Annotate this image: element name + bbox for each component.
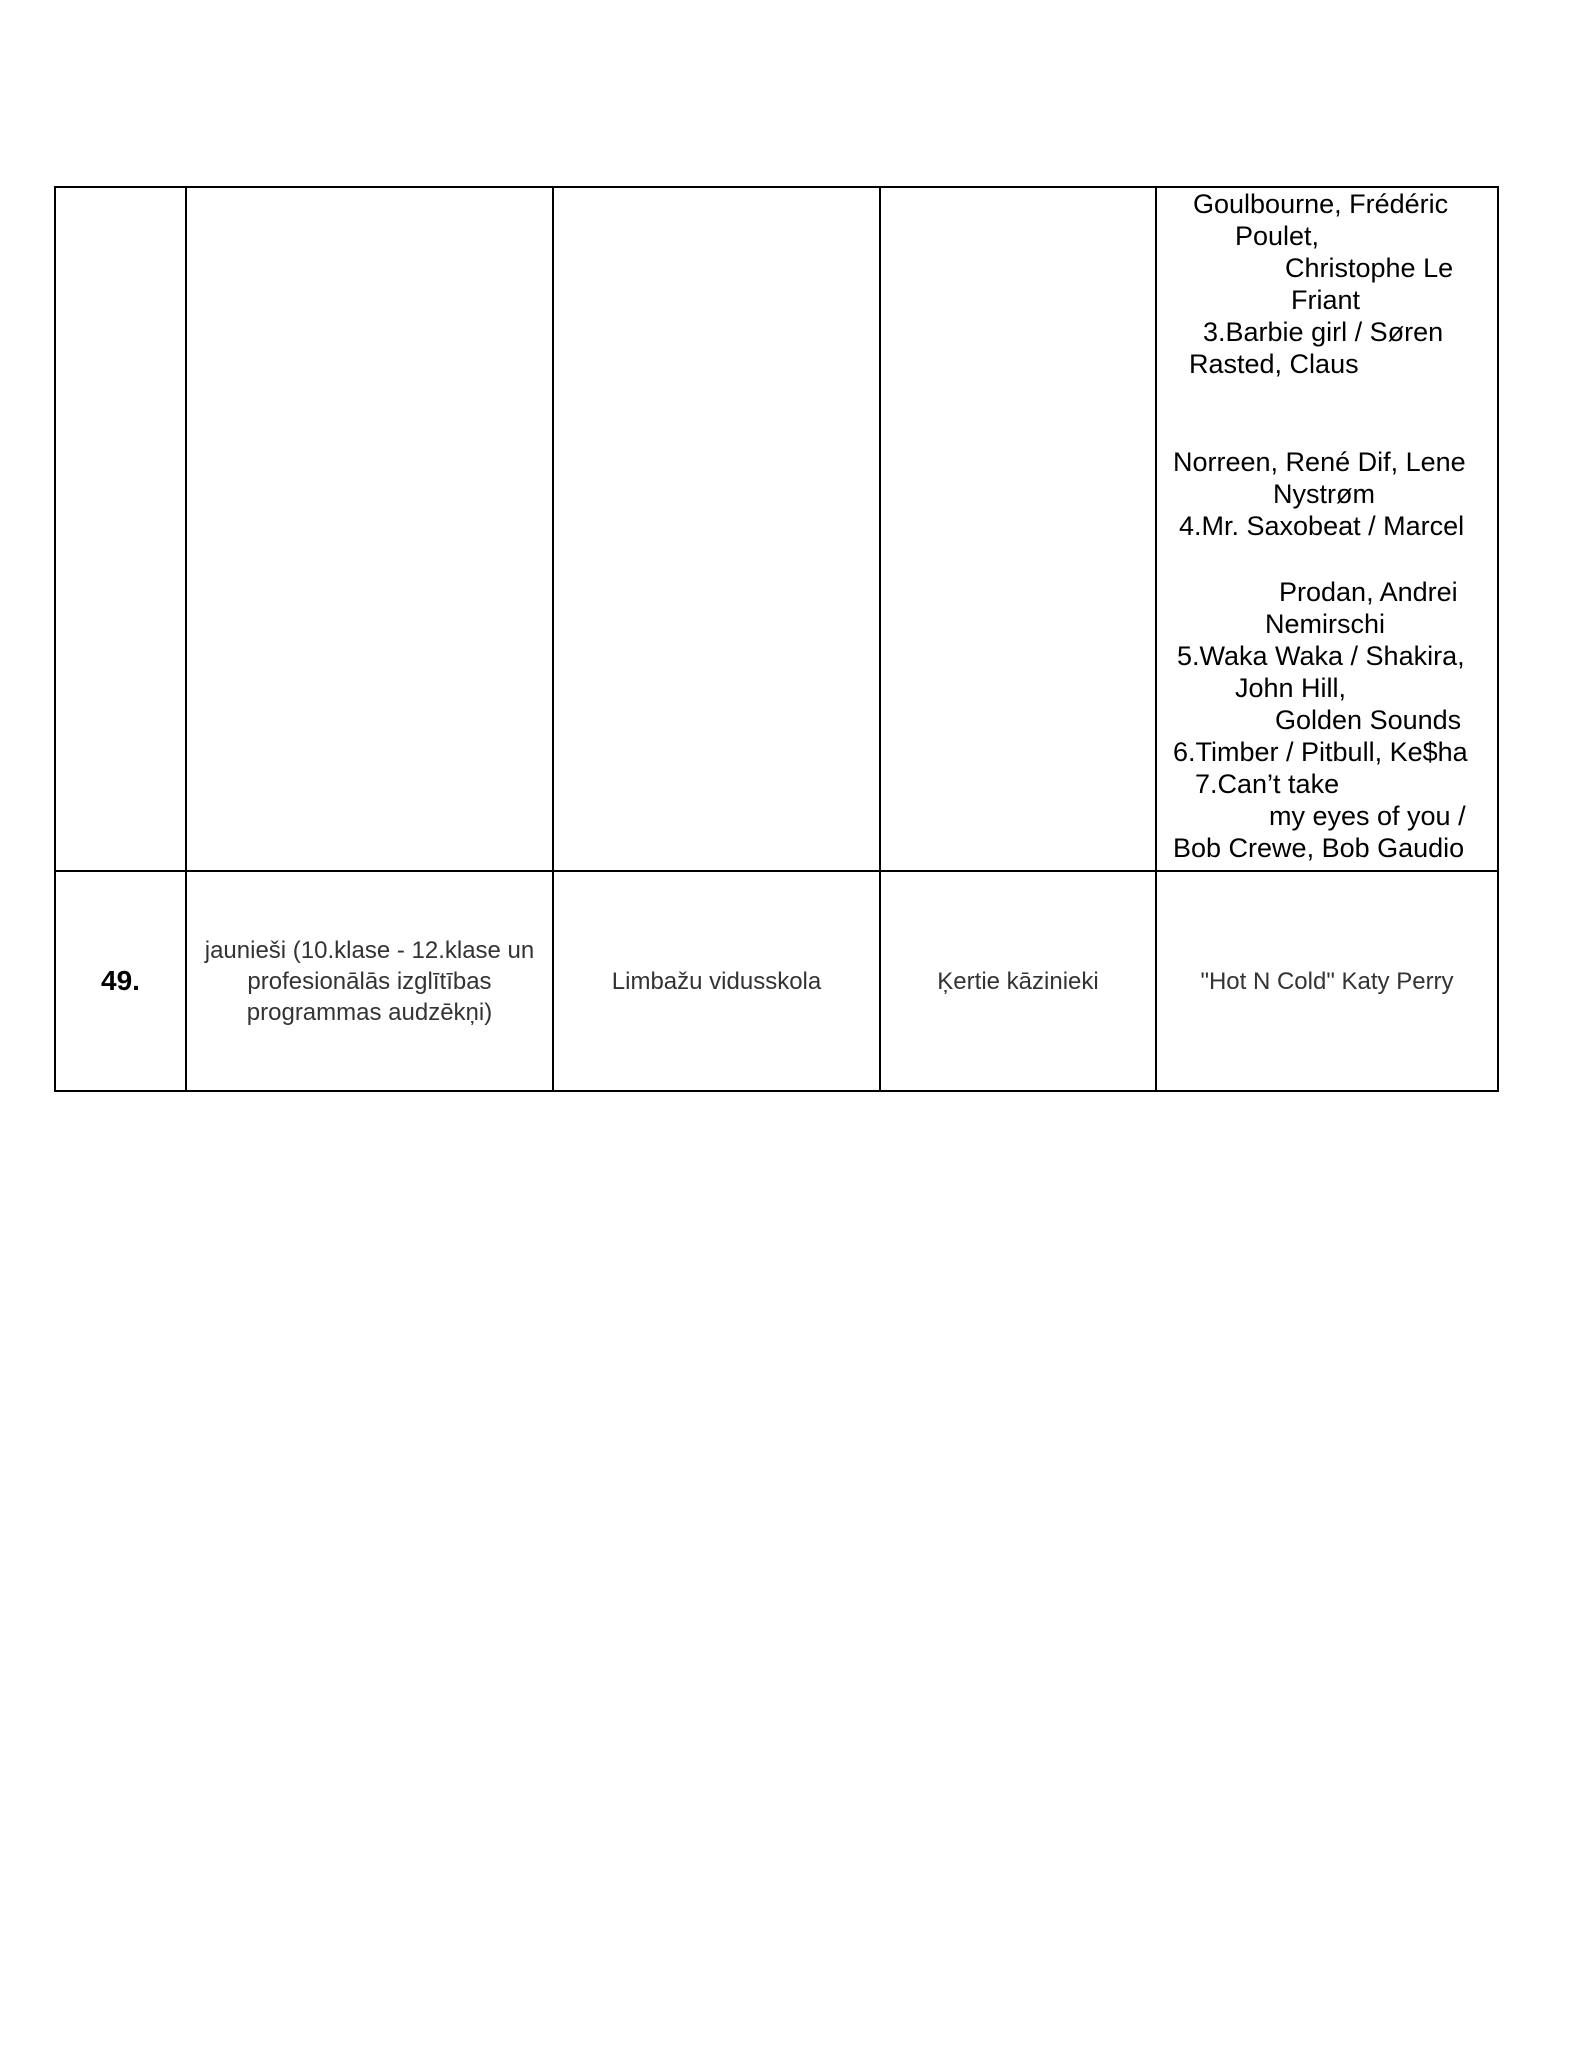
song-line: 7.Can’t take bbox=[1195, 769, 1340, 799]
song-line: 5.Waka Waka / Shakira, bbox=[1177, 641, 1465, 671]
song-line: Prodan, Andrei bbox=[1279, 577, 1458, 607]
song-line: Poulet, bbox=[1235, 221, 1320, 251]
document-table-wrapper bbox=[54, 186, 1497, 1092]
song-line: Norreen, René Dif, Lene bbox=[1173, 447, 1466, 477]
song-line: 4.Mr. Saxobeat / Marcel bbox=[1179, 511, 1465, 541]
group-cell: Ķertie kāzinieki bbox=[880, 871, 1156, 1091]
school-cell: Limbažu vidusskola bbox=[553, 871, 880, 1091]
table-row-continuation bbox=[55, 187, 1498, 871]
song-line: Rasted, Claus bbox=[1189, 349, 1359, 379]
song-line: Christophe Le bbox=[1285, 253, 1454, 283]
cell-group-empty bbox=[880, 187, 1156, 871]
song-cell: "Hot N Cold" Katy Perry bbox=[1156, 871, 1498, 1091]
song-line: Golden Sounds bbox=[1275, 705, 1462, 735]
song-line: Bob Crewe, Bob Gaudio bbox=[1173, 833, 1465, 863]
row-number: 49. bbox=[55, 871, 186, 1091]
song-line: Nemirschi bbox=[1265, 609, 1386, 639]
song-line: Goulbourne, Frédéric bbox=[1193, 189, 1449, 219]
cell-category-empty bbox=[186, 187, 553, 871]
cell-school-empty bbox=[553, 187, 880, 871]
participants-table bbox=[54, 186, 1499, 1092]
cell-number-empty bbox=[55, 187, 186, 871]
song-line: 6.Timber / Pitbull, Ke$ha bbox=[1173, 737, 1468, 767]
category-cell: jaunieši (10.klase - 12.klase un profesionālās izglītības programmas audzēkņi) bbox=[186, 871, 553, 1091]
song-line: John Hill, bbox=[1235, 673, 1347, 703]
table-row bbox=[55, 871, 1498, 1091]
cell-song-list bbox=[1156, 187, 1498, 871]
song-line: 3.Barbie girl / Søren bbox=[1203, 317, 1444, 347]
song-line: Nystrøm bbox=[1273, 479, 1375, 509]
song-line: my eyes of you / bbox=[1269, 801, 1466, 831]
song-line: Friant bbox=[1291, 285, 1361, 315]
